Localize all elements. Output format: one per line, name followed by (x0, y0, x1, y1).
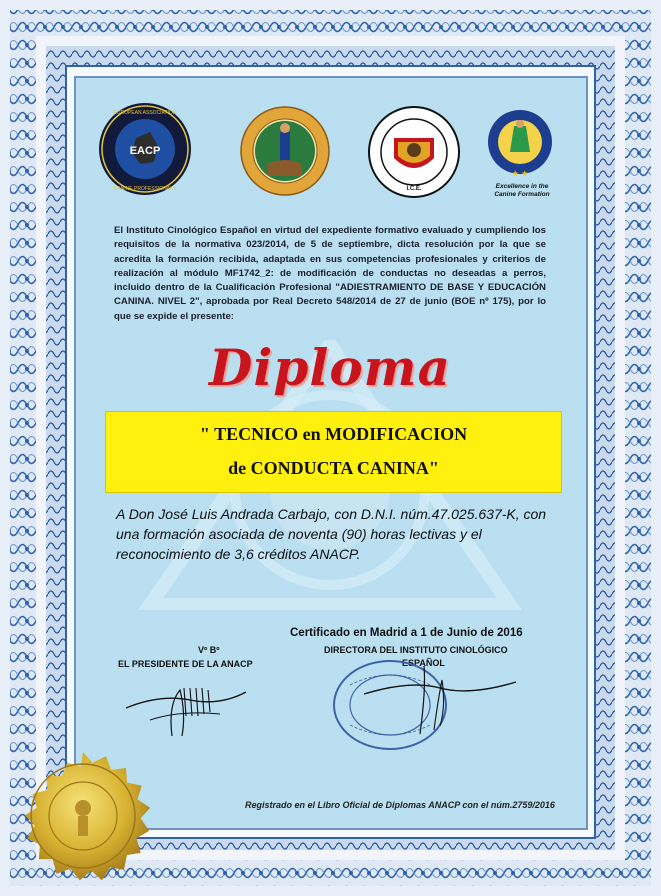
svg-text:EUROPEAN ASSOCIATION: EUROPEAN ASSOCIATION (113, 110, 177, 116)
qualification-banner (105, 411, 562, 493)
ice-logo-icon (368, 106, 460, 198)
director-role-line2: ESPAÑOL (402, 658, 445, 668)
director-signature-icon (360, 660, 520, 740)
svg-text:EACP: EACP (129, 145, 161, 157)
svg-text:Excellence in the: Excellence in the (495, 183, 549, 190)
banner-line-2: de CONDUCTA CANINA" (228, 458, 439, 478)
intro-text: El Instituto Cinológico Español en virtud del expediente formativo evaluado y cumpliendo los requisitos de la normativa 023/2014, de 5 de septiembre, dicta resolución por la que se acredita la formación recibida, adaptada en sus competencias profesionales y criterios de realización al módulo MF1742_2: de modificación de conductas no deseadas a perros, incluido dentro de la Cualificación Profesional "ADIESTRAMIENTO DE BASE Y EDUCACIÓN CANINA. NIVEL 2", aprobada por Real Decreto 548/2014 de 27 de junio (BOE nº 175), por lo que se expide el presente: (114, 225, 546, 322)
award-text: A Don José Luis Andrada Carbajo, con D.N.I. núm.47.025.637-K, con una formación asociada de noventa (90) horas lectivas y el reconocimiento de 3,6 créditos ANACP. (116, 506, 547, 562)
svg-text:CANINE PROFESSIONALS: CANINE PROFESSIONALS (113, 186, 177, 192)
director-role-line1: DIRECTORA DEL INSTITUTO CINOLÓGICO (324, 645, 508, 655)
president-role: EL PRESIDENTE DE LA ANACP (118, 659, 253, 669)
quality-logo-icon (486, 108, 558, 198)
svg-text:★ ★: ★ ★ (511, 169, 529, 178)
eacp-logo-icon (98, 102, 192, 196)
intro-paragraph (114, 224, 546, 324)
president-signature-icon (120, 664, 250, 744)
award-statement (116, 504, 560, 564)
registry-note: Registrado en el Libro Oficial de Diplomas ANACP con el núm.2759/2016 (245, 800, 555, 810)
svg-text:Canine Formation: Canine Formation (494, 191, 550, 198)
vobo-label: Vº Bº (198, 645, 220, 655)
diploma-title: Diploma (209, 338, 451, 397)
certification-date: Certificado en Madrid a 1 de Junio de 2016 (290, 627, 523, 639)
svg-text:I.C.E.: I.C.E. (406, 186, 422, 192)
anacp-logo-icon (240, 106, 330, 196)
banner-line-1: " TECNICO en MODIFICACION (199, 424, 468, 444)
gold-seal-icon (0, 738, 158, 896)
